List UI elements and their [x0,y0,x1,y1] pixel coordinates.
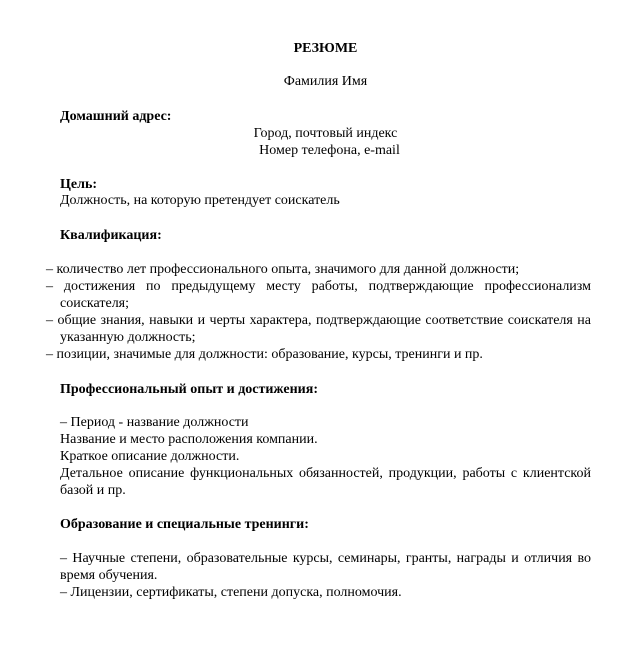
goal-text: Должность, на которую претендует соискатель [60,193,340,208]
education-list [60,550,591,601]
qualification-heading: Квалификация: [60,228,162,243]
goal-heading: Цель: [60,177,98,192]
qualification-list [46,261,591,363]
list-item: Детальное описание функциональных обязанностей, продукции, работы с клиентской базой и пр. [60,466,591,498]
list-item: – Период - название должности [60,415,249,430]
list-item: – Научные степени, образовательные курсы, семинары, гранты, награды и отличия во время обучения. [60,551,591,583]
list-item: – Лицензии, сертификаты, степени допуска, полномочия. [60,585,402,600]
address-line-contacts: Номер телефона, e-mail [259,143,400,158]
list-item: – количество лет профессионального опыта, значимого для данной должности; [46,262,520,277]
document-title: РЕЗЮМЕ [293,41,358,56]
list-item: Краткое описание должности. [60,449,240,464]
education-heading: Образование и специальные тренинги: [60,517,309,532]
list-item: – достижения по предыдущему месту работы, подтверждающие профессионализм соискателя; [46,279,591,311]
list-item: – общие знания, навыки и черты характера, подтверждающие соответствие соискателя на указанную должность; [46,313,591,345]
address-line-city: Город, почтовый индекс [253,126,398,141]
experience-heading: Профессиональный опыт и достижения: [60,382,318,397]
list-item: Название и место расположения компании. [60,432,318,447]
list-item: – позиции, значимые для должности: образование, курсы, тренинги и пр. [46,347,483,362]
experience-list [60,414,591,499]
address-heading: Домашний адрес: [60,109,172,124]
person-name: Фамилия Имя [283,74,368,89]
